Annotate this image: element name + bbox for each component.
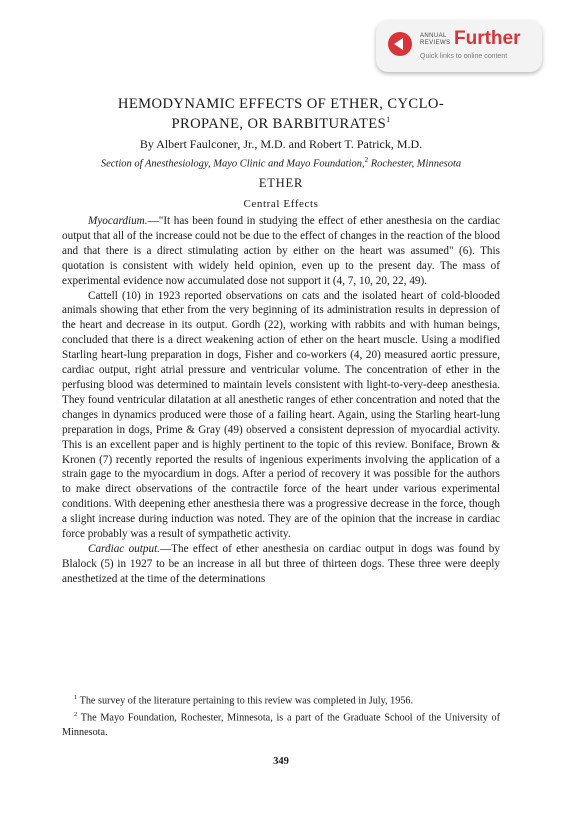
paragraph-text: —"It has been found in studying the effect of ether anesthesia on the cardiac output that all of the increase could not be due to the effect of changes in the reaction of the blood and that there is a direct stimulating action by either on the heart was assumed" (6). This quotation is consistent with widely held opinion, even up to the present day. The mass of experimental evidence now accumulated dose not support it (4, 7, 10, 20, 22, 49). — [62, 215, 500, 287]
footnote-1-mark: 1 — [74, 694, 78, 701]
page-number: 349 — [273, 756, 289, 767]
author-line: By Albert Faulconer, Jr., M.D. and Robert T. Patrick, M.D. — [139, 137, 423, 151]
run-in-heading-myocardium: Myocardium. — [88, 215, 148, 227]
affiliation-location: Rochester, Minnesota — [368, 158, 462, 170]
paragraph-myocardium — [62, 214, 500, 289]
paragraph-text: —The effect of ether anesthesia on cardiac output in dogs was found by Blalock (5) in 1927 to be an increase in all but three of thirteen dogs. These three were deeply anesthetized at the time of the determinations — [62, 542, 500, 585]
subsection-heading: Central Effects — [243, 198, 319, 210]
badge-reviews-label: REVIEWS — [420, 40, 451, 46]
title-line-1: HEMODYNAMIC EFFECTS OF ETHER, CYCLO- — [117, 96, 445, 112]
footnote-2-text: The Mayo Foundation, Rochester, Minnesota, is a part of the Graduate School of the University of Minnesota. — [62, 712, 500, 738]
footnote-2-mark: 2 — [74, 711, 78, 719]
run-in-heading-cardiac-output: Cardiac output. — [88, 542, 160, 555]
article-body — [62, 214, 500, 587]
footnote-2 — [62, 708, 500, 739]
title-footnote-mark: 1 — [386, 115, 391, 124]
badge-further-label[interactable]: Further — [454, 28, 521, 49]
affiliation-text: Section of Anesthesiology, Mayo Clinic and Mayo Foundation, — [100, 158, 365, 170]
affiliation-line — [40, 154, 522, 171]
footnote-1 — [62, 691, 500, 708]
footnotes — [62, 691, 500, 740]
badge-annual-label: ANNUAL — [420, 33, 447, 39]
affiliation-footnote-mark: 2 — [364, 156, 369, 164]
section-heading: ETHER — [258, 176, 304, 190]
title-line-2: PROPANE, OR BARBITURATES — [171, 115, 387, 132]
play-back-icon[interactable] — [388, 32, 412, 56]
paragraph-cardiac-output — [62, 542, 500, 587]
badge-tagline: Quick links to online content — [420, 53, 508, 60]
footnote-1-text: The survey of the literature pertaining to this review was completed in July, 1956. — [77, 695, 414, 707]
article-title — [60, 96, 502, 132]
annual-reviews-further-badge[interactable] — [376, 20, 542, 72]
paragraph-cattell: Cattell (10) in 1923 reported observations on cats and the isolated heart of cold-blooded animals showing that ether from the very beginning of its administration results in depression of the heart and decrease in its output. Gordh (22), working with rabbits and with human beings, concluded that there is a direct weakening action of ether on the heart muscle. Using a modified Starling heart-lung preparation in dogs, Fisher and co-workers (4, 20) measured aortic pressure, cardiac output, right atrial pressure and ventricular volume. The concentration of ether in the perfusing blood was determined to maintain levels consistent with light-to-very-deep anesthesia. They found ventricular dilatation at all anesthetic ranges of ether concentration and noted that the changes in dynamics produced were those of a failing heart. Again, using the Starling heart-lung preparation in dogs, Prime & Gray (49) observed a consistent depression of myocardial activity. This is an excellent paper and is highly pertinent to the topic of this review. Boniface, Brown & Kronen (7) recently reported the results of ingenious experiments involving the application of a strain gage to the myocardium in dogs. After a period of recovery it was possible for the authors to make direct observations of the contractile force of the heart under various experimental conditions. With deepening ether anesthesia there was a progressive decrease in the force, though a slight increase during induction was noted. They are of the opinion that the increase in cardiac force probably was a result of sympathetic activity. — [62, 289, 500, 541]
